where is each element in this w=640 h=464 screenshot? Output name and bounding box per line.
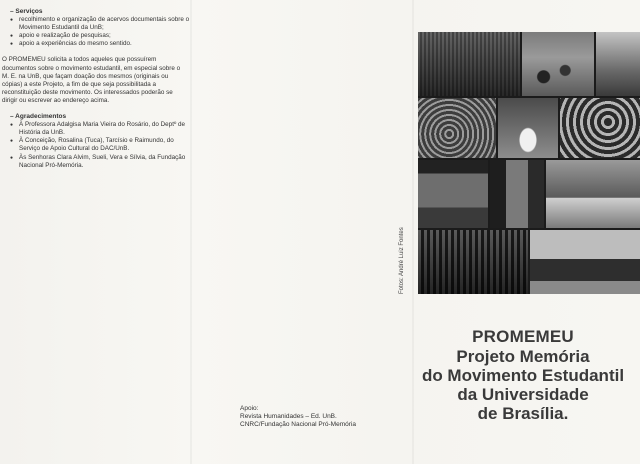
photo-interior (490, 160, 544, 228)
title-line: do Movimento Estudantil (421, 366, 625, 385)
photo-human-chain (530, 230, 640, 294)
services-item: ● recolhimento e organização de acervos documentais sobre o Movimento Estudantil da UnB; (0, 16, 190, 32)
acknowledgement-item: ● Às Senhoras Clara Alvim, Sueli, Vera e Sílvia, da Fundação Nacional Pró-Memória. (0, 154, 190, 170)
fold-line-left (190, 0, 192, 464)
support-block (240, 405, 356, 429)
photo-collage (418, 32, 640, 294)
title-block (398, 326, 640, 423)
services-item: ● apoio a experiências do mesmo sentido. (0, 40, 190, 48)
support-label: Apoio: (240, 405, 259, 412)
services-item: ● apoio e realização de pesquisas; (0, 32, 190, 40)
photo-group-standing (498, 98, 558, 158)
photo-assembly (418, 98, 496, 158)
photo-hall (418, 160, 488, 228)
left-panel (0, 8, 190, 170)
photo-crowd-faces (560, 98, 640, 158)
acknowledgement-item: ● À Conceição, Rosalina (Tuca), Tarcísio e Raimundo, do Serviço de Apoio Cultural do DAC/UnB. (0, 137, 190, 153)
photo-students-walking (546, 160, 640, 228)
title-line: da Universidade (457, 385, 589, 404)
photo-students-lawn (522, 32, 594, 96)
photo-crowd-stadium (418, 32, 520, 96)
photo-crowd-far (596, 32, 640, 96)
services-heading: – Serviços (10, 8, 43, 15)
title-line: de Brasília. (477, 404, 569, 423)
title-acronym: PROMEMEU (472, 327, 574, 346)
support-line: CNRC/Fundação Nacional Pró-Memória (240, 421, 356, 428)
request-paragraph: O PROMEMEU solicita a todos aqueles que possuírem documentos sobre o movimento estudantil, em especial sobre o M. E. na UnB, que façam doação dos mesmos (originais ou cópias) a este Projeto, a fim de que seja possibilitada a reconstituição deste movimento. Os interessados poderão se dirigir ou escrever ao endereço acima. (2, 56, 181, 104)
support-line: Revista Humanidades – Ed. UnB. (240, 413, 337, 420)
acknowledgements-heading: – Agradecimentos (10, 113, 67, 121)
acknowledgement-item: ● À Professora Adalgisa Maria Vieira do Rosário, do Deptº de História da UnB. (0, 121, 190, 137)
photo-credit (399, 284, 499, 294)
title-line: Projeto Memória (456, 347, 590, 366)
